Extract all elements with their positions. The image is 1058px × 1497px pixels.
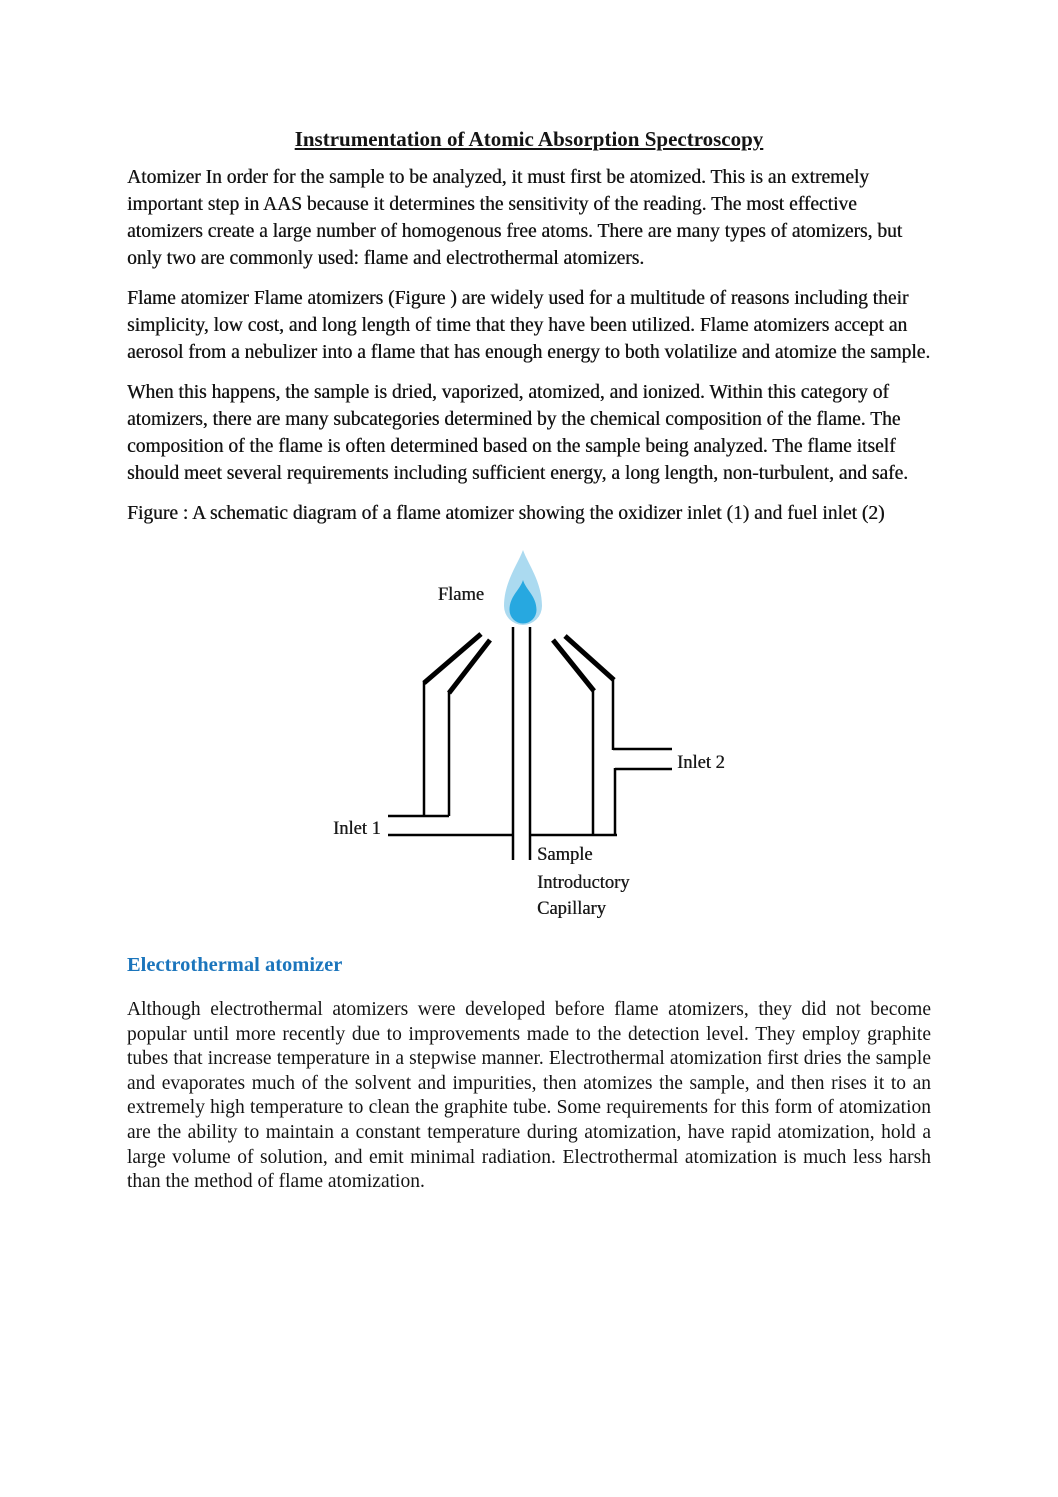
left-inner-wall-angled bbox=[449, 640, 490, 693]
capillary-label-line1: Sample bbox=[537, 845, 593, 865]
capillary-label-line2: Introductory bbox=[537, 873, 630, 893]
capillary-label-line3: Capillary bbox=[537, 899, 606, 919]
paragraph-flame-process: When this happens, the sample is dried, vaporized, atomized, and ionized. Within this category of atomizers, there are many subcategories determined by the chemical composition of the flame. The composition of the flame is often determined based on the sample being analyzed. The flame itself should meet several requirements including sufficient energy, a long length, non-turbulent, and safe. bbox=[127, 382, 909, 484]
paragraph-flame-atomizer: Flame atomizer Flame atomizers (Figure ) are widely used for a multitude of reasons including their simplicity, low cost, and long length of time that they have been utilized. Flame atomizers accept an aerosol from a nebulizer into a flame that has enough energy to both volatilize and atomize the sample. bbox=[127, 288, 931, 363]
figure-caption: Figure : A schematic diagram of a flame atomizer showing the oxidizer inlet (1) and fuel inlet (2) bbox=[127, 503, 885, 524]
flame-atomizer-diagram bbox=[0, 540, 1058, 930]
page-title: Instrumentation of Atomic Absorption Spectroscopy bbox=[294, 127, 764, 151]
flame-label: Flame bbox=[437, 585, 484, 605]
right-inner-wall-angled bbox=[553, 640, 594, 691]
paragraph-atomizer: Atomizer In order for the sample to be analyzed, it must first be atomized. This is an extremely important step in AAS because it determines the sensitivity of the reading. The most effective atomizers create a large number of homogenous free atoms. There are many types of atomizers, but only two are commonly used: flame and electrothermal atomizers. bbox=[127, 167, 903, 269]
paragraph-electrothermal: Although electrothermal atomizers were developed before flame atomizers, they did not become popular until more recently due to improvements made to the detection level. They employ graphite tubes that increase temperature in a stepwise manner. Electrothermal atomization first dries the sample and evaporates much of the solvent and impurities, then atomizes the sample, and then rises it to an extremely high temperature to clean the graphite tube. Some requirements for this form of atomization are the ability to maintain a constant temperature during atomization, have rapid atomization, hold a large volume of solution, and emit minimal radiation. Electrothermal atomization is much less harsh than the method of flame atomization. bbox=[127, 999, 931, 1193]
burner-lines bbox=[388, 627, 672, 860]
right-outer-wall-angled bbox=[565, 636, 614, 680]
inlet1-label: Inlet 1 bbox=[333, 819, 381, 839]
left-outer-wall-angled bbox=[424, 634, 481, 683]
inlet2-label: Inlet 2 bbox=[677, 753, 725, 773]
section-heading-electrothermal: Electrothermal atomizer bbox=[127, 954, 343, 976]
flame-atomizer-figure bbox=[0, 540, 1058, 930]
